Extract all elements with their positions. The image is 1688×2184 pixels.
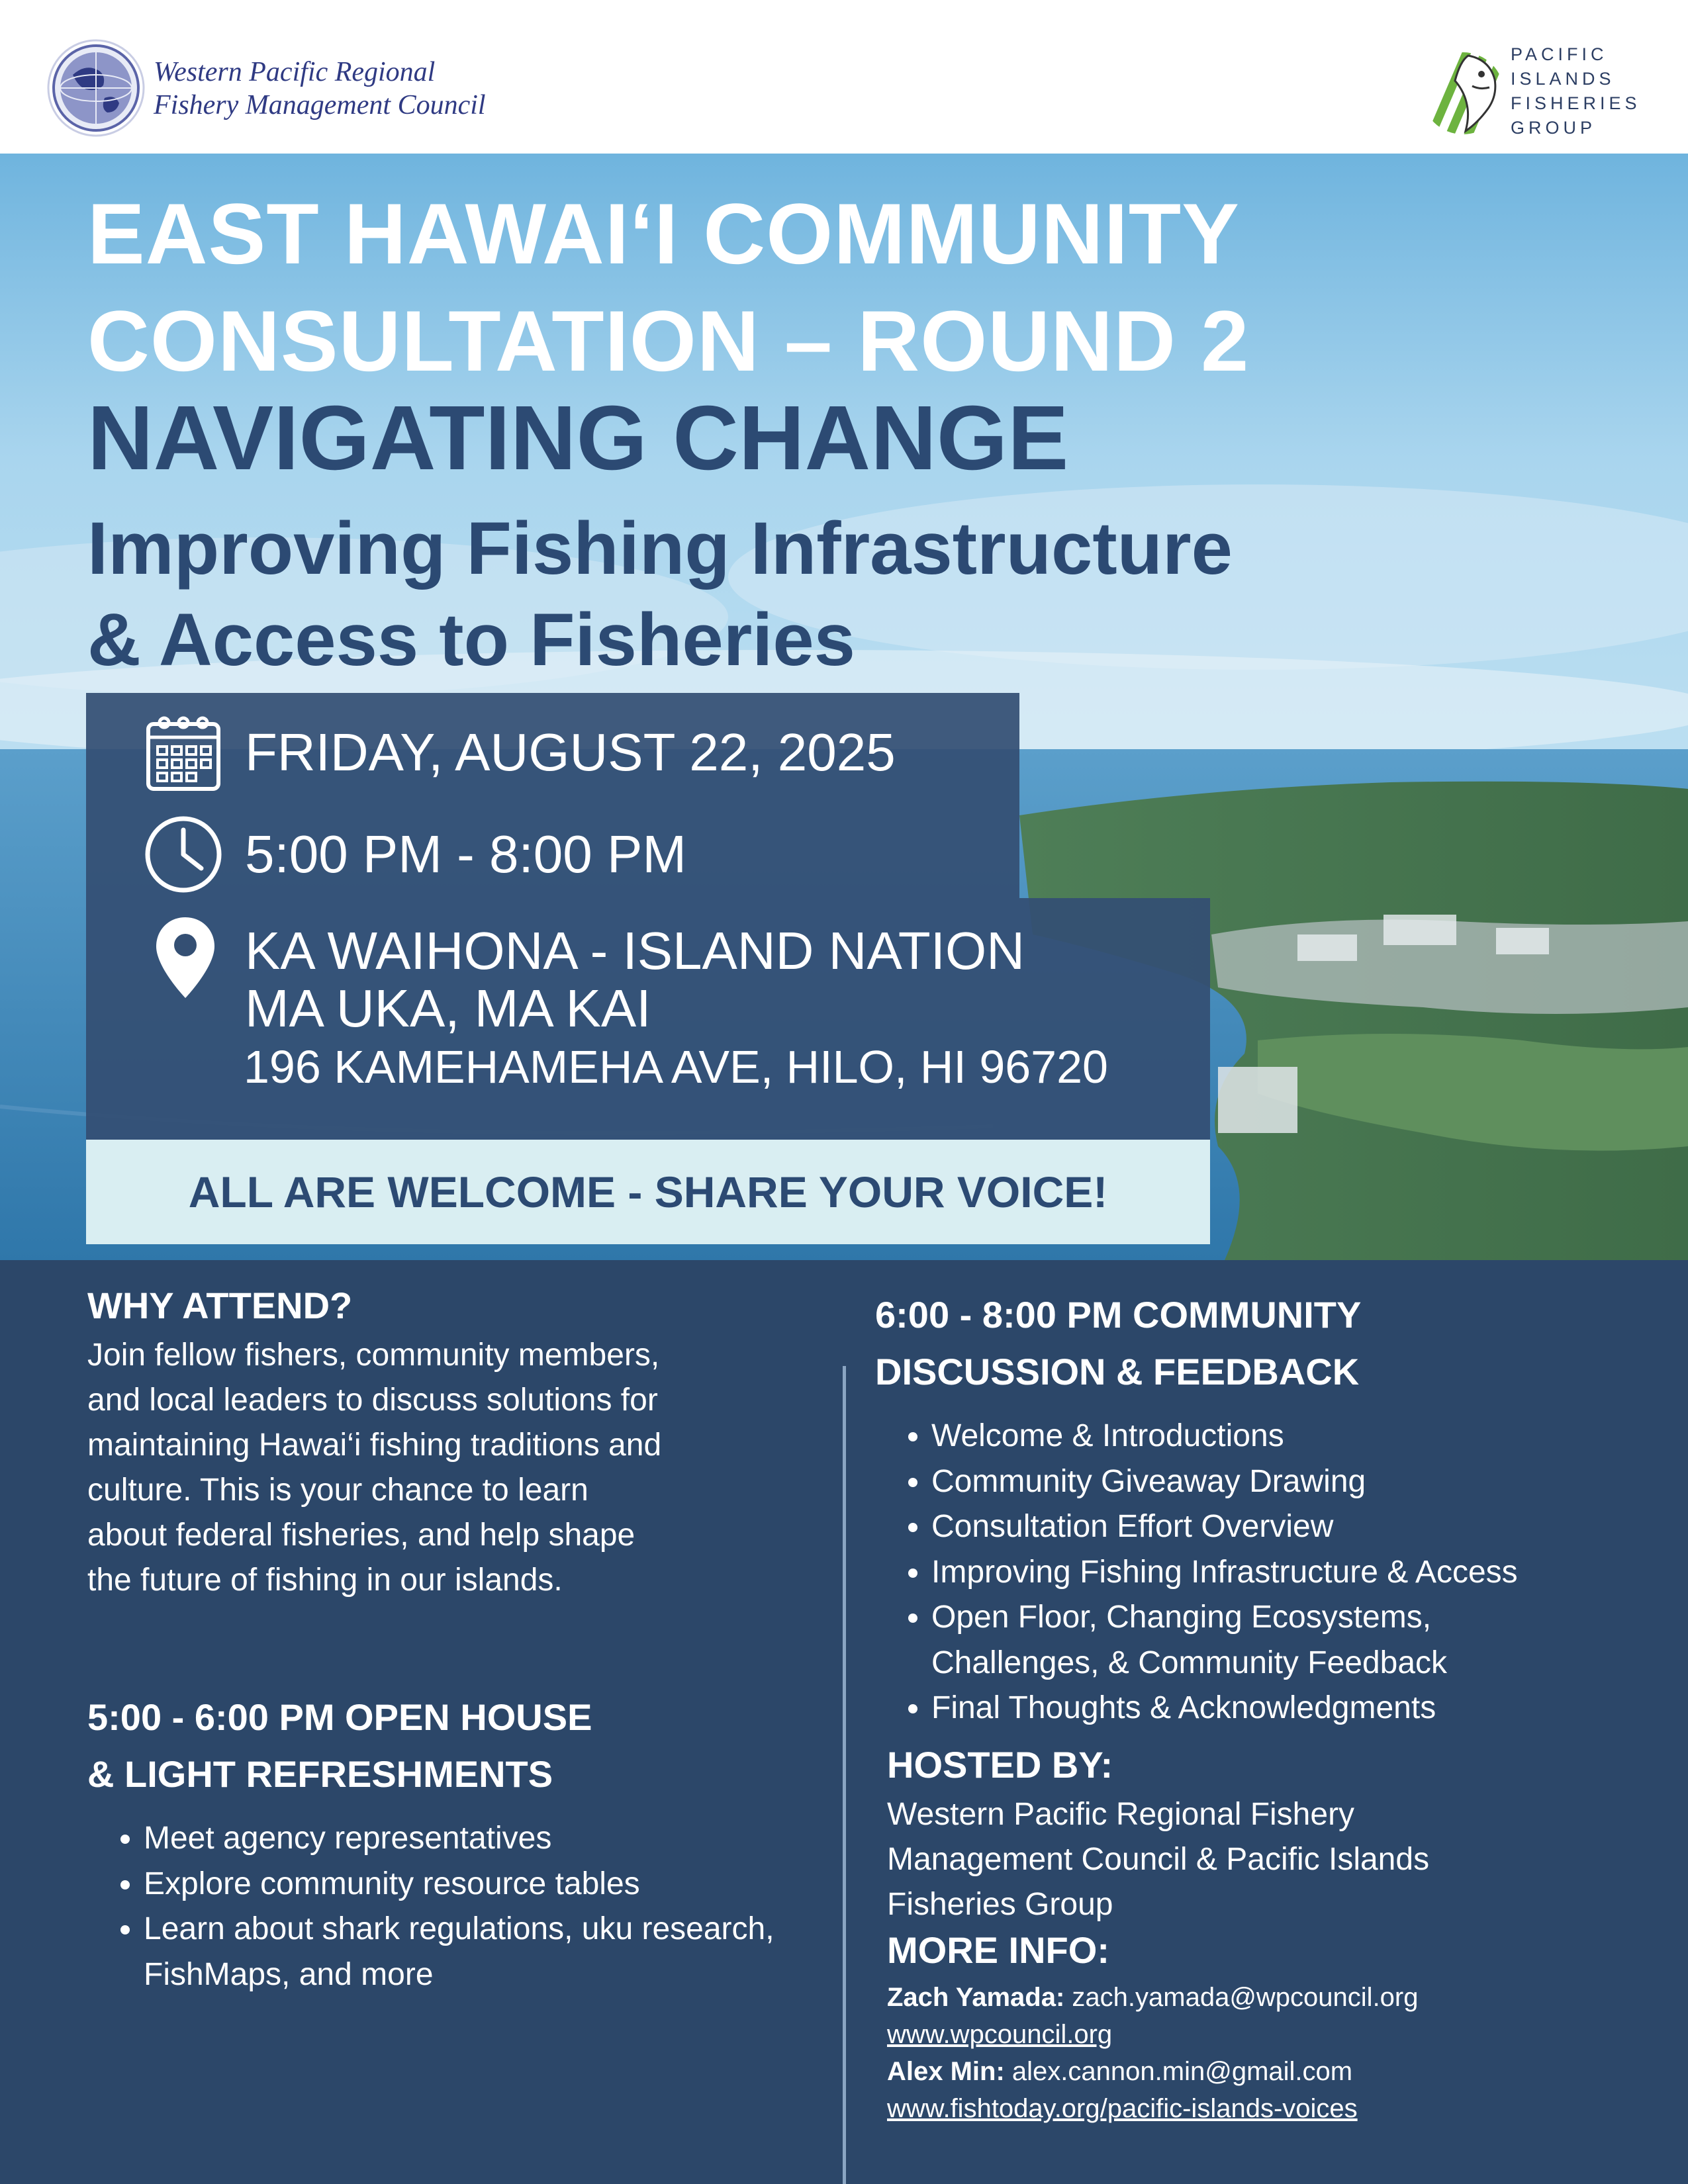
list-item: • Learn about shark regulations, uku research, FishMaps, and more: [144, 1907, 806, 1997]
page-header: [0, 0, 1688, 154]
pifg-name-line3: FISHERIES: [1511, 93, 1641, 113]
more-info-heading: MORE INFO:: [887, 1929, 1109, 1971]
list-item: • Community Giveaway Drawing: [931, 1459, 1686, 1505]
venue-name-line2: MA UKA, MA KAI: [245, 979, 651, 1038]
list-item: • Consultation Effort Overview: [931, 1504, 1686, 1550]
pifg-name-line2: ISLANDS: [1511, 69, 1615, 89]
hosted-line: Management Council & Pacific Islands: [887, 1842, 1430, 1877]
hosted-by-heading: HOSTED BY:: [887, 1744, 1113, 1786]
why-attend-heading: WHY ATTEND?: [87, 1285, 353, 1326]
why-line: about federal fisheries, and help shape: [87, 1518, 635, 1553]
list-item: • Explore community resource tables: [144, 1862, 806, 1907]
event-time: 5:00 PM - 8:00 PM: [245, 825, 686, 884]
why-line: maintaining Hawai‘i fishing traditions and: [87, 1428, 662, 1463]
open-house-heading-line2: & LIGHT REFRESHMENTS: [87, 1753, 553, 1795]
hosted-line: Western Pacific Regional Fishery: [887, 1797, 1355, 1832]
clock-icon: [144, 815, 222, 893]
why-line: Join fellow fishers, community members,: [87, 1338, 660, 1373]
open-house-heading-line1: 5:00 - 6:00 PM OPEN HOUSE: [87, 1696, 592, 1738]
council-name: [154, 56, 486, 122]
pifg-name-line4: GROUP: [1511, 118, 1597, 138]
event-theme: NAVIGATING CHANGE: [87, 387, 1069, 489]
pifg-name: [1511, 42, 1641, 140]
contact-name: Zach Yamada:: [887, 1983, 1065, 2012]
why-line: and local leaders to discuss solutions for: [87, 1383, 658, 1418]
council-name-line1: Western Pacific Regional: [154, 57, 436, 87]
open-house-heading: [87, 1689, 592, 1803]
contact-name: Alex Min:: [887, 2057, 1005, 2086]
list-item: • Open Floor, Changing Ecosystems, Challenges, & Community Feedback: [931, 1595, 1686, 1686]
discussion-heading-line2: DISCUSSION & FEEDBACK: [875, 1351, 1360, 1392]
location-pin-icon: [154, 915, 217, 1001]
discussion-heading: [875, 1287, 1361, 1400]
why-line: the future of fishing in our islands.: [87, 1563, 563, 1598]
welcome-text: ALL ARE WELCOME - SHARE YOUR VOICE!: [188, 1167, 1108, 1216]
title-line-1: EAST HAWAI‘I COMMUNITY: [87, 185, 1240, 282]
fish-logo-icon: [1417, 44, 1516, 143]
event-subtitle: [87, 503, 1610, 686]
contact-email[interactable]: zach.yamada@wpcouncil.org: [1072, 1983, 1419, 2012]
column-divider: [843, 1366, 846, 2184]
why-attend-text: [87, 1333, 661, 1603]
globe-logo-icon: [46, 38, 146, 138]
hosted-by-text: [887, 1792, 1429, 1927]
discussion-list: [875, 1414, 1686, 1731]
contact-email[interactable]: alex.cannon.min@gmail.com: [1011, 2057, 1353, 2086]
title-line-2: CONSULTATION – ROUND 2: [87, 293, 1250, 389]
hosted-line: Fisheries Group: [887, 1887, 1113, 1922]
list-item: • Meet agency representatives: [144, 1816, 806, 1862]
calendar-icon: [144, 715, 222, 793]
hero-section: [0, 154, 1688, 1260]
list-item: • Welcome & Introductions: [931, 1414, 1686, 1459]
list-item: • Final Thoughts & Acknowledgments: [931, 1686, 1686, 1731]
council-name-line2: Fishery Management Council: [154, 90, 486, 120]
venue-name-line1: KA WAIHONA - ISLAND NATION: [245, 921, 1025, 980]
list-item: • Improving Fishing Infrastructure & Access: [931, 1550, 1686, 1596]
contact-zach: [887, 1979, 1419, 2016]
subtitle-line-2: & Access to Fisheries: [87, 598, 855, 681]
venue-address: 196 KAMEHAMEHA AVE, HILO, HI 96720: [244, 1041, 1108, 1093]
discussion-heading-line1: 6:00 - 8:00 PM COMMUNITY: [875, 1294, 1362, 1336]
details-panel: [0, 1260, 1688, 2184]
why-line: culture. This is your chance to learn: [87, 1473, 588, 1508]
fishtoday-link[interactable]: www.fishtoday.org/pacific-islands-voices: [887, 2094, 1358, 2123]
pifg-name-line1: PACIFIC: [1511, 44, 1608, 64]
contact-alex: [887, 2053, 1352, 2090]
subtitle-line-1: Improving Fishing Infrastructure: [87, 507, 1233, 590]
wpcouncil-link[interactable]: www.wpcouncil.org: [887, 2020, 1113, 2049]
open-house-list: [87, 1816, 806, 1997]
event-title: [87, 180, 1610, 394]
event-date: FRIDAY, AUGUST 22, 2025: [245, 723, 896, 782]
